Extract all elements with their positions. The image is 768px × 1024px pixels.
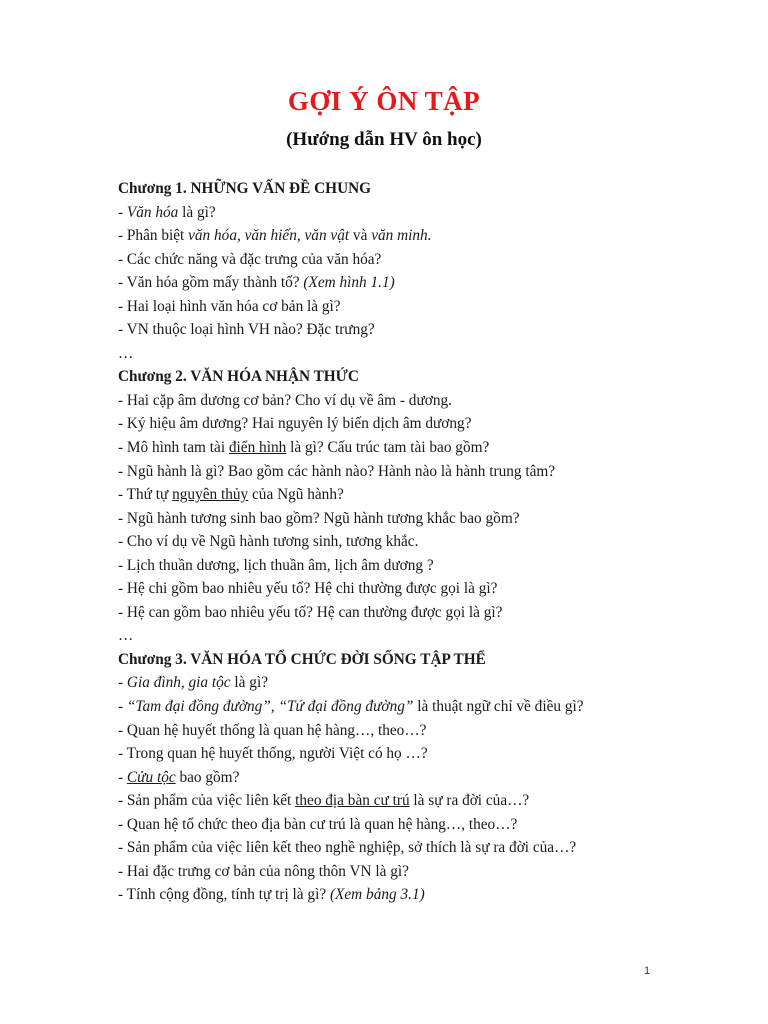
text-segment: “Tam đại đồng đường”, “Tứ đại đồng đường”: [126, 698, 414, 716]
question-line: [118, 813, 738, 837]
question-line: [118, 224, 738, 248]
question-line: [118, 507, 738, 531]
text-segment: văn minh.: [371, 227, 432, 245]
text-segment: - Hai đặc trưng cơ bản của nông thôn VN là gì?: [118, 862, 409, 880]
text-segment: - Hai loại hình văn hóa cơ bản là gì?: [118, 297, 341, 315]
text-segment: …: [118, 627, 134, 645]
text-segment: - Ngũ hành là gì? Bao gồm các hành nào? Hành nào là hành trung tâm?: [118, 462, 556, 480]
page-title: GỢI Ý ÔN TẬP: [287, 86, 481, 116]
question-line: [118, 836, 738, 860]
text-segment: - Trong quan hệ huyết thống, người Việt có họ …?: [118, 745, 428, 763]
question-line: [118, 342, 738, 366]
text-segment: - Lịch thuần dương, lịch thuần âm, lịch âm dương ?: [118, 556, 434, 574]
text-segment: - Tính cộng đồng, tính tự trị là gì?: [118, 886, 330, 904]
question-line: [118, 695, 738, 719]
text-segment: - Hai cặp âm dương cơ bản? Cho ví dụ về âm - dương.: [118, 391, 452, 409]
text-segment: - Sản phẩm của việc liên kết theo nghề nghiệp, sở thích là sự ra đời của…?: [118, 839, 577, 857]
text-segment: - VN thuộc loại hình VH nào? Đặc trưng?: [118, 321, 375, 339]
chapter-heading: [118, 365, 738, 389]
text-segment: nguyên thủy: [172, 486, 249, 504]
text-segment: - Cho ví dụ về Ngũ hành tương sinh, tương khắc.: [118, 533, 419, 551]
text-segment: - Hệ chi gồm bao nhiêu yếu tố? Hệ chi thường được gọi là gì?: [118, 580, 498, 598]
question-line: [118, 295, 738, 319]
question-line: [118, 860, 738, 884]
question-line: [118, 789, 738, 813]
question-line: [118, 271, 738, 295]
text-segment: (Xem hình 1.1): [303, 274, 395, 292]
question-line: [118, 530, 738, 554]
question-line: [118, 412, 738, 436]
text-segment: - Ký hiệu âm dương? Hai nguyên lý biến dịch âm dương?: [118, 415, 472, 433]
question-line: [118, 460, 738, 484]
chapter-heading: [118, 177, 738, 201]
text-segment: -: [118, 768, 127, 786]
question-line: [118, 554, 738, 578]
text-segment: -: [118, 203, 127, 221]
page-number: 1: [644, 965, 651, 977]
text-segment: bao gồm?: [175, 768, 240, 786]
text-segment: - Các chức năng và đặc trưng của văn hóa?: [118, 250, 382, 268]
text-segment: và: [349, 227, 372, 245]
question-line: [118, 742, 738, 766]
text-segment: là gì? Cấu trúc tam tài bao gồm?: [286, 439, 490, 457]
question-line: [118, 577, 738, 601]
page-subtitle: (Hướng dẫn HV ôn học): [286, 129, 482, 150]
question-line: [118, 719, 738, 743]
question-line: [118, 201, 738, 225]
text-segment: Cửu tộc: [126, 768, 176, 786]
text-segment: - Quan hệ huyết thống là quan hệ hàng…, theo…?: [118, 721, 427, 739]
text-segment: là gì?: [178, 203, 216, 221]
text-segment: Chương 3. VĂN HÓA TỔ CHỨC ĐỜI SỐNG TẬP THỂ: [118, 650, 486, 668]
text-segment: Chương 2. VĂN HÓA NHẬN THỨC: [118, 368, 359, 386]
text-segment: - Thứ tự: [118, 486, 173, 504]
text-segment: -: [118, 674, 127, 692]
text-segment: của Ngũ hành?: [248, 486, 344, 504]
question-line: [118, 624, 738, 648]
chapter-heading: [118, 648, 738, 672]
question-line: [118, 601, 738, 625]
text-segment: là gì?: [230, 674, 268, 692]
text-segment: Văn hóa: [126, 203, 179, 221]
question-line: [118, 436, 738, 460]
question-line: [118, 389, 738, 413]
text-segment: văn hóa, văn hiến, văn vật: [188, 227, 350, 245]
text-segment: - Quan hệ tổ chức theo địa bàn cư trú là quan hệ hàng…, theo…?: [118, 815, 518, 833]
text-segment: - Hệ can gồm bao nhiêu yếu tố? Hệ can thường được gọi là gì?: [118, 603, 503, 621]
text-segment: (Xem bảng 3.1): [329, 886, 425, 904]
question-line: [118, 671, 738, 695]
text-segment: Gia đình, gia tộc: [126, 674, 231, 692]
text-segment: là sự ra đời của…?: [409, 792, 530, 810]
question-line: [118, 248, 738, 272]
text-segment: điển hình: [228, 439, 287, 457]
text-segment: Chương 1. NHỮNG VẤN ĐỀ CHUNG: [118, 180, 372, 197]
text-segment: - Phân biệt: [118, 227, 189, 245]
text-segment: theo địa bàn cư trú: [295, 792, 410, 810]
text-segment: là thuật ngữ chỉ về điều gì?: [413, 698, 584, 716]
text-segment: - Văn hóa gồm mấy thành tố?: [118, 274, 304, 292]
text-segment: …: [118, 344, 134, 362]
text-segment: -: [118, 698, 127, 716]
document-body: [118, 177, 738, 907]
text-segment: - Sản phẩm của việc liên kết: [118, 792, 296, 810]
question-line: [118, 318, 738, 342]
text-segment: - Ngũ hành tương sinh bao gồm? Ngũ hành tương khắc bao gồm?: [118, 509, 520, 527]
question-line: [118, 766, 738, 790]
text-segment: - Mô hình tam tài: [118, 439, 229, 457]
question-line: [118, 883, 738, 907]
question-line: [118, 483, 738, 507]
